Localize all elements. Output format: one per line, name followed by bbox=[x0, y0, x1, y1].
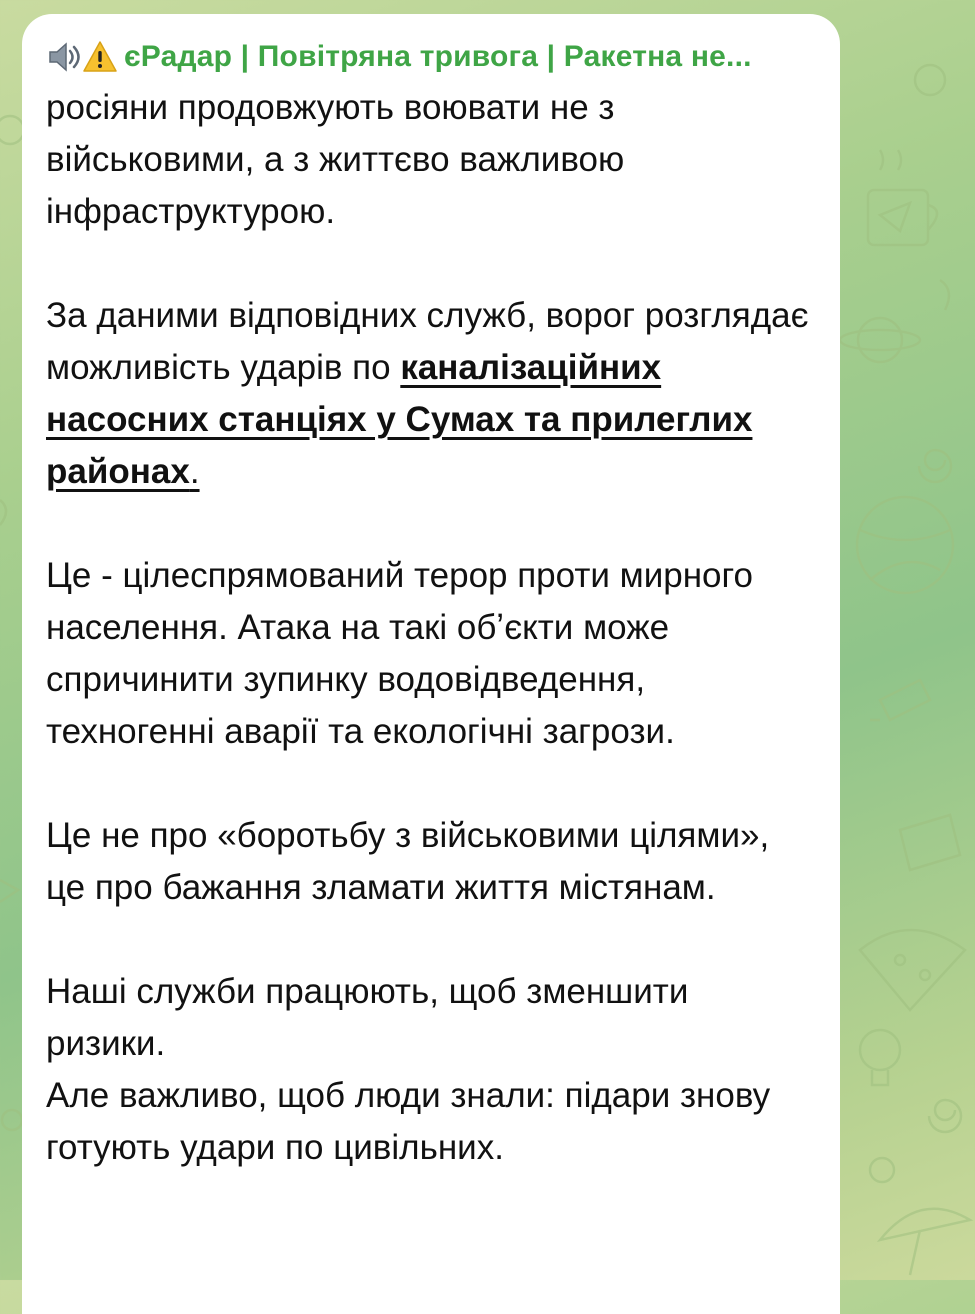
paragraph-5: Наші служби працюють, щоб зменшити ризики. bbox=[46, 972, 689, 1063]
paragraph-2 bbox=[46, 290, 816, 498]
paragraph-4: Це не про «боротьбу з військовими цілями», це про бажання зламати життя містянам. bbox=[46, 816, 770, 907]
planet-icon bbox=[840, 318, 920, 362]
umbrella-icon bbox=[880, 1209, 970, 1275]
paragraph-2-tail: . bbox=[189, 452, 200, 491]
sender-header[interactable] bbox=[46, 26, 816, 88]
warning-icon bbox=[82, 39, 118, 75]
mug-icon bbox=[868, 150, 937, 245]
bulb-icon bbox=[860, 1030, 900, 1085]
paragraph-2-text: За даними відповідних служб, ворог розглядає можливість ударів по bbox=[46, 296, 809, 387]
sender-emoji-group bbox=[46, 39, 118, 75]
paragraph-3: Це - цілеспрямований терор проти мирного населення. Атака на такі обʼєкти може спричинити зупинку водовідведення, техногенні аварії та екологічні загрози. bbox=[46, 556, 753, 751]
globe-icon bbox=[857, 497, 953, 593]
paragraph-1: росіяни продовжують воювати не з військовими, а з життєво важливою інфраструктурою. bbox=[46, 88, 625, 231]
pizza-icon bbox=[860, 930, 965, 1010]
speaker-icon bbox=[46, 39, 82, 75]
stations-link[interactable]: каналізаційних насосних станціях у Сумах та прилеглих районах bbox=[46, 348, 753, 491]
paragraph-6: Але важливо, щоб люди знали: підари знову готують удари по цивільних. bbox=[46, 1076, 771, 1167]
spiral-icon bbox=[919, 450, 961, 1132]
sender-name[interactable]: єРадар | Повітряна тривога | Ракетна не... bbox=[124, 40, 752, 73]
message-text bbox=[46, 82, 816, 1174]
paper-plane-icon bbox=[880, 203, 910, 231]
message-bubble[interactable] bbox=[22, 14, 840, 1314]
